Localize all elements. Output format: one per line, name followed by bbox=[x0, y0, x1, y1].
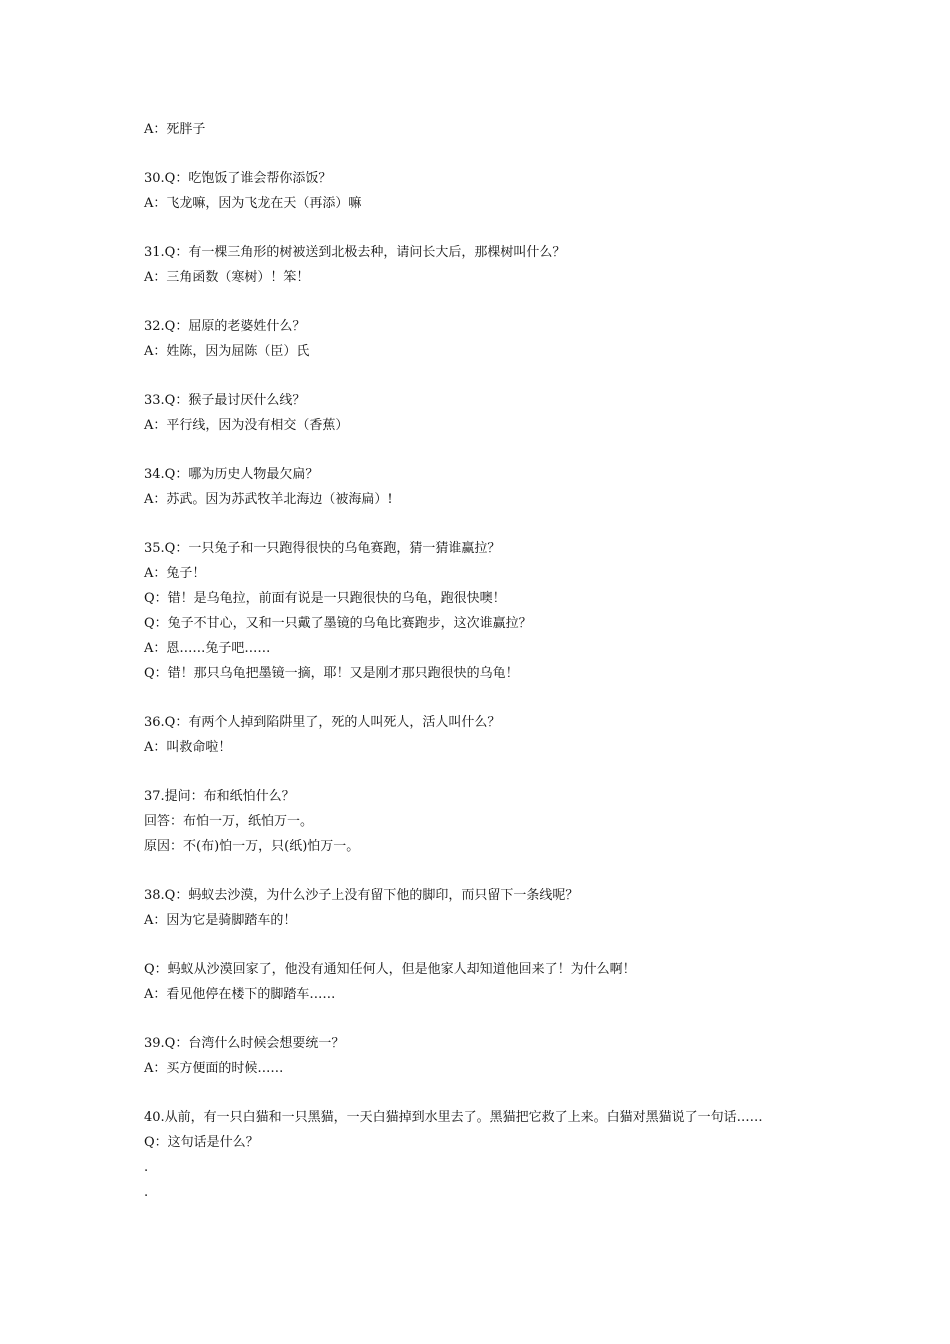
text-line: 31.Q：有一棵三角形的树被送到北极去种，请问长大后，那棵树叫什么？ bbox=[144, 245, 566, 260]
qa-block bbox=[144, 462, 824, 512]
text-line: 33.Q：猴子最讨厌什么线？ bbox=[144, 393, 306, 408]
qa-block bbox=[144, 314, 824, 364]
qa-block bbox=[144, 388, 824, 438]
text-line: A：恩……兔子吧…… bbox=[144, 641, 271, 656]
text-line: 32.Q：屈原的老婆姓什么？ bbox=[144, 319, 306, 334]
text-line: 35.Q：一只兔子和一只跑得很快的乌龟赛跑，猜一猜谁赢拉？ bbox=[144, 541, 501, 556]
qa-block bbox=[144, 710, 824, 760]
text-line: A：飞龙嘛，因为飞龙在天（再添）嘛 bbox=[144, 196, 362, 211]
qa-block bbox=[144, 536, 824, 686]
qa-block bbox=[144, 166, 824, 216]
text-line: A：苏武。因为苏武牧羊北海边（被海扁）! bbox=[144, 492, 393, 507]
document-body bbox=[144, 117, 824, 1229]
text-line: A：看见他停在楼下的脚踏车…… bbox=[144, 987, 336, 1002]
text-line: A：平行线，因为没有相交（香蕉） bbox=[144, 418, 349, 433]
text-line: 回答：布怕一万，纸怕万一。 bbox=[144, 814, 314, 829]
text-line: 38.Q：蚂蚁去沙漠，为什么沙子上没有留下他的脚印，而只留下一条线呢？ bbox=[144, 888, 579, 903]
text-line: 40.从前，有一只白猫和一只黑猫，一天白猫掉到水里去了。黑猫把它救了上来。白猫对黑猫说了一句话…… bbox=[144, 1110, 763, 1125]
text-line: A：叫救命啦！ bbox=[144, 740, 232, 755]
text-line: . bbox=[144, 1185, 149, 1200]
qa-block bbox=[144, 957, 824, 1007]
text-line: 原因：不(布)怕一万，只(纸)怕万一。 bbox=[144, 839, 360, 854]
text-line: 34.Q：哪为历史人物最欠扁？ bbox=[144, 467, 319, 482]
text-line: A：买方便面的时候…… bbox=[144, 1061, 284, 1076]
qa-block bbox=[144, 240, 824, 290]
text-line: Q：错！是乌龟拉，前面有说是一只跑很快的乌龟，跑很快噢！ bbox=[144, 591, 506, 606]
text-line: Q：兔子不甘心，又和一只戴了墨镜的乌龟比赛跑步，这次谁赢拉？ bbox=[144, 616, 532, 631]
text-line: Q：错！那只乌龟把墨镜一摘，耶！又是刚才那只跑很快的乌龟！ bbox=[144, 666, 519, 681]
text-line: 36.Q：有两个人掉到陷阱里了，死的人叫死人，活人叫什么？ bbox=[144, 715, 501, 730]
text-line: Q：这句话是什么？ bbox=[144, 1135, 259, 1150]
text-line: A：死胖子 bbox=[144, 122, 206, 137]
text-line: Q：蚂蚁从沙漠回家了，他没有通知任何人，但是他家人却知道他回来了！为什么啊！ bbox=[144, 962, 636, 977]
text-line: A：姓陈，因为屈陈（臣）氏 bbox=[144, 344, 310, 359]
text-line: A：兔子！ bbox=[144, 566, 206, 581]
text-line: 37.提问：布和纸怕什么？ bbox=[144, 789, 295, 804]
text-line: 30.Q：吃饱饭了谁会帮你添饭？ bbox=[144, 171, 332, 186]
text-line: A：因为它是骑脚踏车的！ bbox=[144, 913, 297, 928]
text-line: A：三角函数（寒树）！笨！ bbox=[144, 270, 310, 285]
qa-block bbox=[144, 1105, 824, 1205]
qa-block bbox=[144, 784, 824, 859]
qa-block bbox=[144, 883, 824, 933]
text-line: . bbox=[144, 1160, 149, 1175]
qa-block bbox=[144, 1031, 824, 1081]
qa-block bbox=[144, 117, 824, 142]
text-line: 39.Q：台湾什么时候会想要统一？ bbox=[144, 1036, 345, 1051]
